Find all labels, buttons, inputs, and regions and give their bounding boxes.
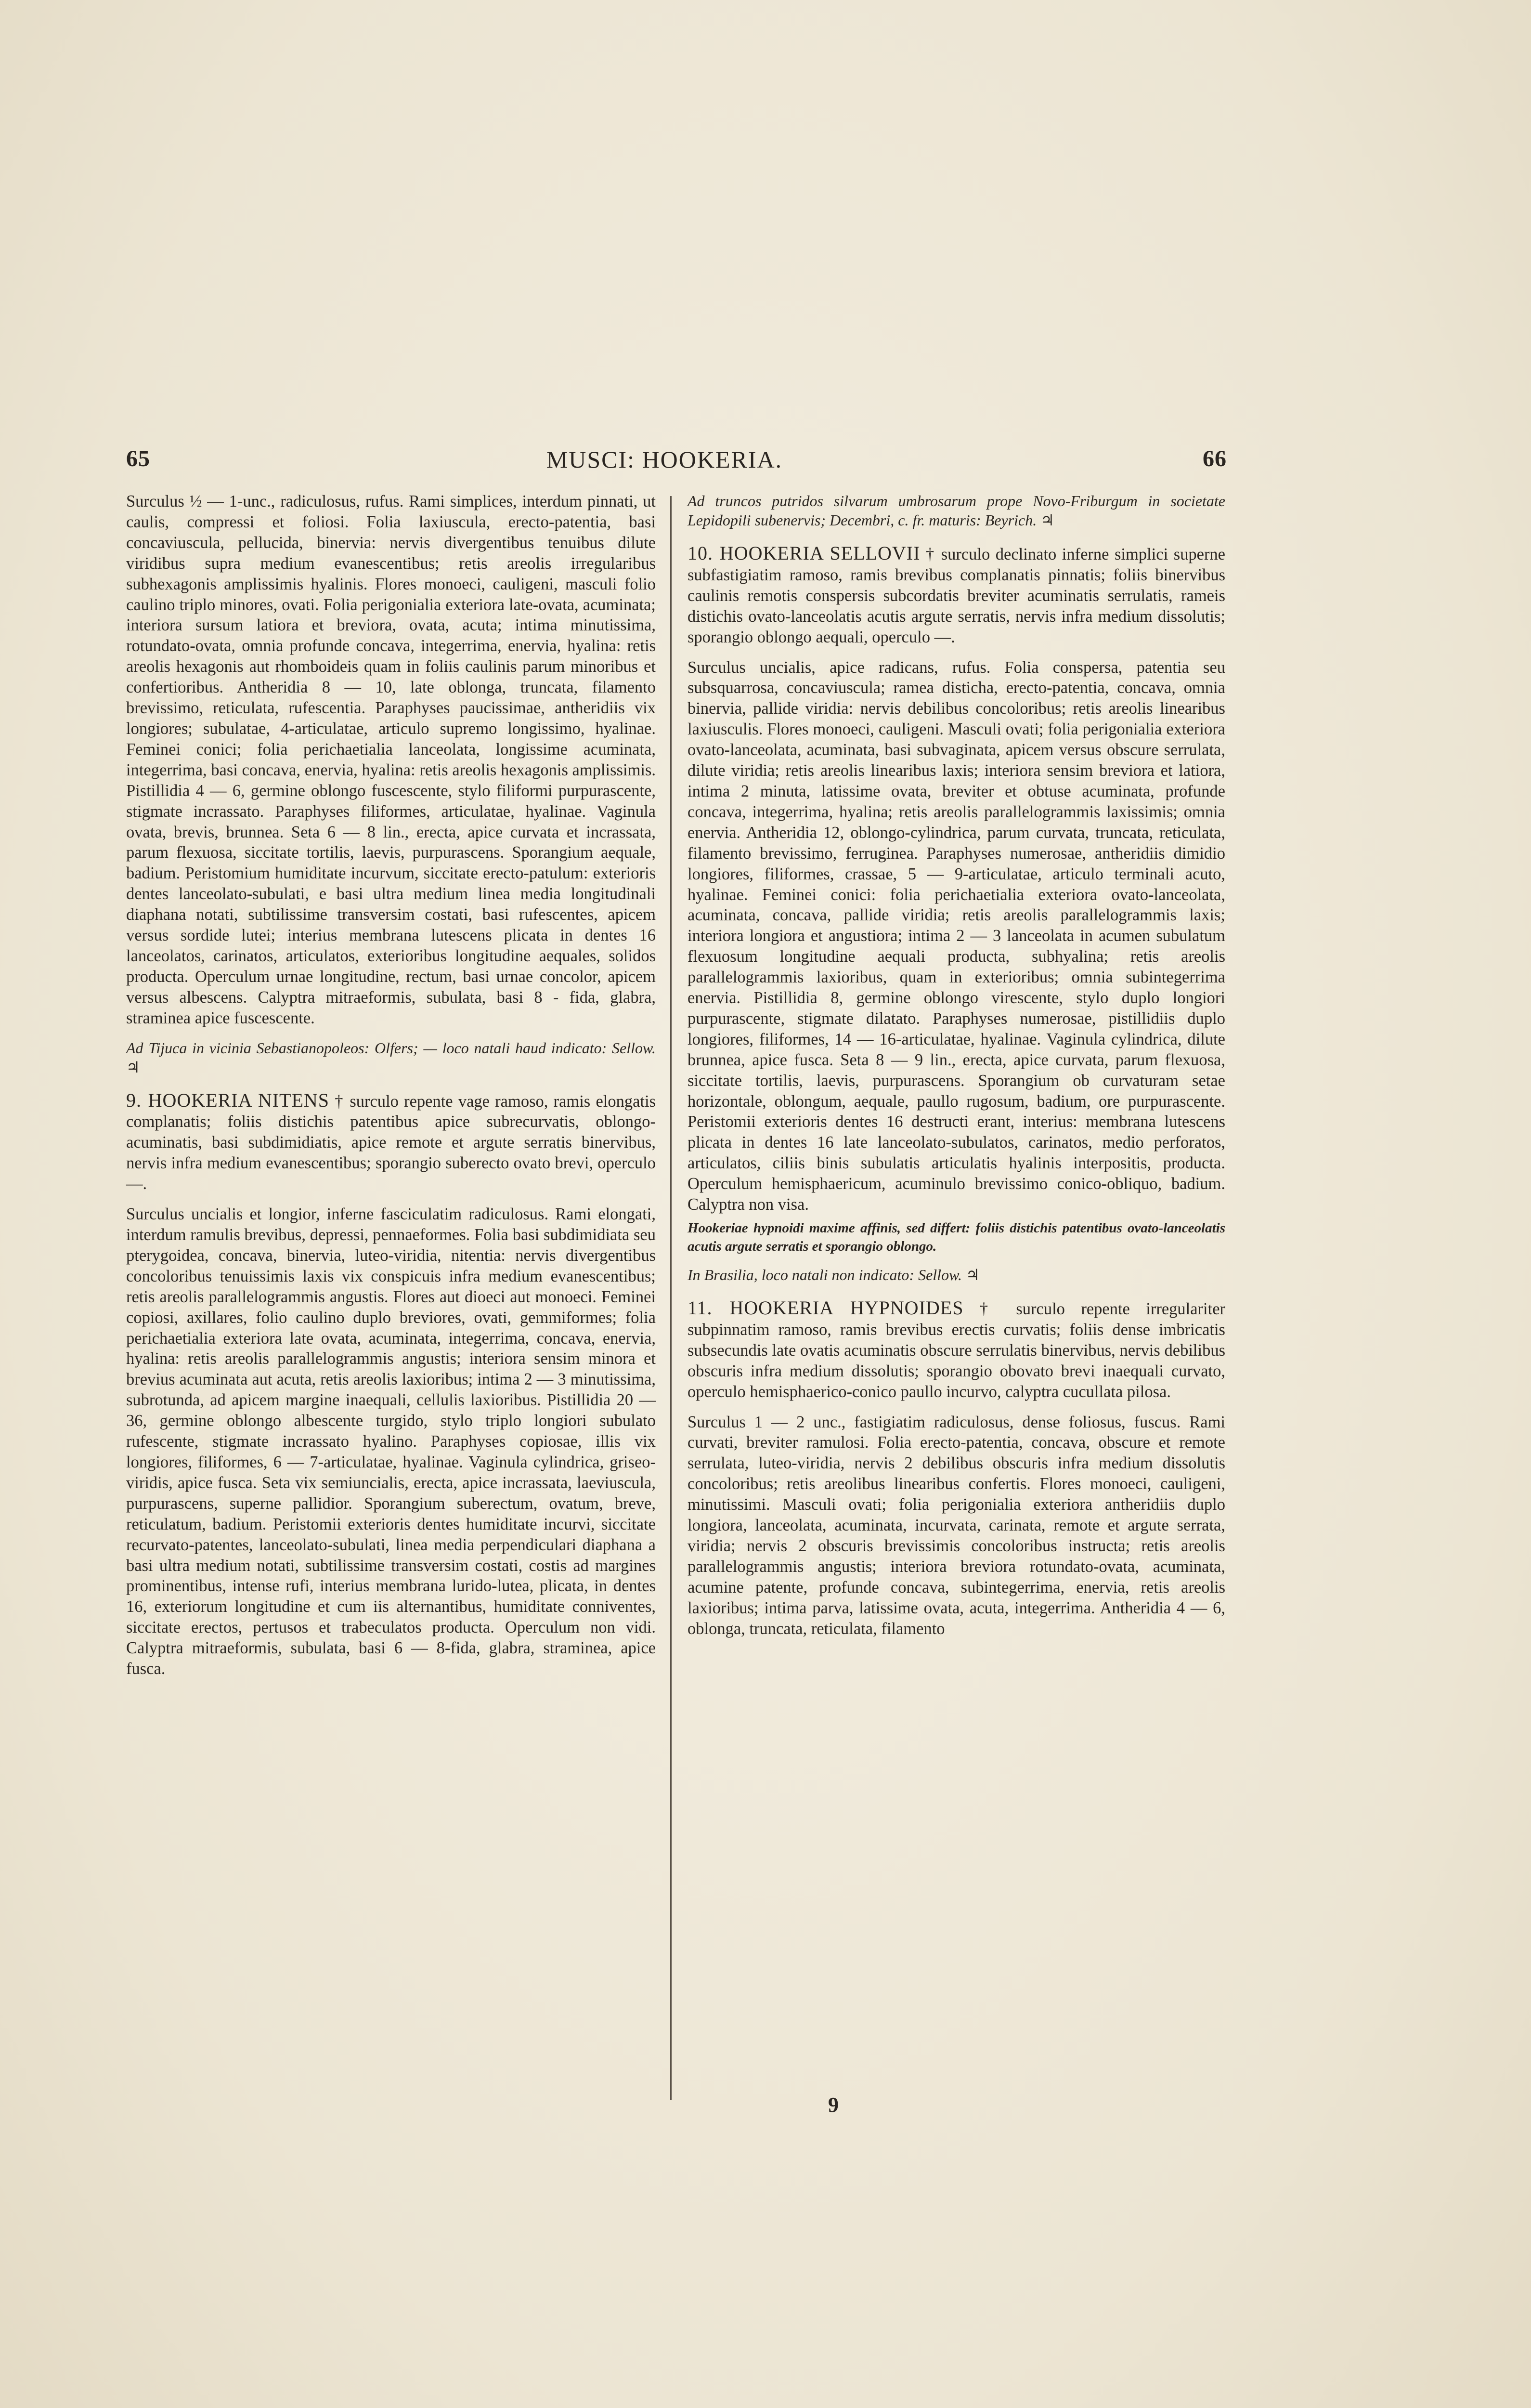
right-column: [688, 491, 1225, 1639]
species-9-description: Surculus uncialis et longior, inferne fasciculatim radiculosus. Rami elongati, interdum ramulis brevibus, depressi, pennaeformes. Folia basi subdimidiata seu pterygoidea, concava, binervia, luteo-viridia, nitentia: nervis divergentibus concoloribus tenuissimis laxis vix conspicuis infra medium evanescentibus; retis areolis parallelogrammis angustis. Flores aut dioeci aut monoeci. Feminei copiosi, axillares, folio caulino duplo breviores, ovati, gemmiformes; folia perichaetialia exteriora late ovata, acuminata, integerrima, concava, enervia, hyalina: retis areolis parallelogrammis angustis; interiora sensim minora et brevius acuminata aut acuta, retis areolis laxioribus; intima 2 — 3 minutissima, subrotunda, ad apicem margine inaequali, cellulis laxioribus. Pistillidia 20 — 36, germine oblongo albescente turgido, stylo triplo longiori subulato rufescente, stigmate incrassato hyalino. Paraphyses copiosae, illis vix longiores, filiformes, 6 — 7-articulatae, hyalinae. Vaginula cylindrica, griseo-viridis, apice fusca. Seta vix semiuncialis, erecta, apice incrassata, laeviuscula, purpurascens, superne pallidior. Sporangium suberectum, ovatum, breve, reticulatum, badium. Peristomii exterioris dentes humiditate incurvi, siccitate recurvato-patentes, lanceolato-subulati, linea media perpendiculari diaphana a basi ultra medium notati, subtilissime transversim costati, costis ad margines prominentibus, intense rufi, interius membrana lurido-lutea, plicata, in dentes 16, exteriorum longitudine et cum iis alternantibus, humiditate conniventes, siccitate erectos, pertusos et trabeculatos producta. Operculum non vidi. Calyptra mitraeformis, subulata, basi 6 — 8-fida, glabra, straminea, apice fusca.: [126, 1205, 656, 1678]
column-divider: [670, 496, 672, 2100]
species-8-locality: Ad Tijuca in vicinia Sebastianopoleos: Olfers; — loco natali haud indicato: Sellow. ♃: [126, 1039, 656, 1076]
species-8-description: Surculus ½ — 1-unc., radiculosus, rufus. Rami simplices, interdum pinnati, ut caulis, compressi et foliosi. Folia laxiuscula, erecto-patentia, basi concaviuscula, pellucida, binervia: nervis divergentibus tenuibus dilute viridibus supra medium evanescentibus; retis areolis irregularibus subhexagonis amplissimis hyalinis. Flores monoeci, cauligeni, masculi folio caulino triplo minores, ovati. Folia perigonialia exteriora late-ovata, acuminata; interiora sursum latiora et breviora, ovata, acuta; intima minutissima, rotundato-ovata, omnia profunde concava, integerrima, enervia, hyalina: retis areolis hexagonis aut rhomboideis quam in foliis caulinis parum minoribus et confertioribus. Antheridia 8 — 10, late oblonga, truncata, filamento brevissimo, reticulata, rufescentia. Paraphyses paucissimae, antheridiis vix longiores; subulatae, 4-articulatae, articulo supremo longissimo, hyalinae. Feminei conici; folia perichaetialia lanceolata, longissime acuminata, integerrima, basi concava, enervia, hyalina: retis areolis hexagonis amplissimis. Pistillidia 4 — 6, germine oblongo fuscescente, stylo filiformi purpurascente, stigmate incrassato. Paraphyses filiformes, articulatae, hyalinae. Vaginula ovata, brevis, brunnea. Seta 6 — 8 lin., erecta, apice curvata et incrassata, parum flexuosa, siccitate tortilis, laevis, purpurascens. Sporangium aequale, badium. Peristomium humiditate incurvum, siccitate erecto-patulum: exterioris dentes lanceolato-subulati, e basi ultra medium linea media longitudinali diaphana notati, subtilissime transversim costati, basi rufescentes, apicem versus sordide lutei; interius membrana lutescens plicata in dentes 16 lanceolatos, carinatos, articulatos, exterioribus longitudine aequales, solidos producta. Operculum urnae longitudine, rectum, basi urnae concolor, apicem versus albescens. Calyptra mitraeformis, subulata, basi 8 - fida, glabra, straminea apice fuscescente.: [126, 492, 656, 1027]
species-9-heading: [126, 1090, 656, 1195]
left-column: [126, 491, 656, 1679]
running-title: MUSCI: HOOKERIA.: [546, 446, 783, 473]
species-10-heading: [688, 543, 1225, 648]
species-9-locality: Ad truncos putridos silvarum umbrosarum prope Novo-Friburgum in societate Lepidopili subenervis; Decembri, c. fr. maturis: Beyrich. ♃: [688, 492, 1225, 529]
species-10-title: 10. HOOKERIA SELLOVII: [688, 542, 921, 564]
species-10-description: Surculus uncialis, apice radicans, rufus. Folia conspersa, patentia seu subsquarrosa, concaviuscula; ramea disticha, erecto-patentia, concava, omnia binervia, pallide viridia: nervis debilibus concoloribus; retis areolis linearibus laxiusculis. Flores monoeci, cauligeni. Masculi ovati; folia perigonialia exteriora ovato-lanceolata, acuminata, basi subvaginata, apicem versus obscure serrulata, dilute viridia; retis areolis linearibus laxis; interiora sensim breviora et latiora, intima 2 minuta, latissime ovata, breviter et obtuse acuminata, profunde concava, integerrima, hyalina; retis areolis parallelogrammis laxissimis; omnia enervia. Antheridia 12, oblongo-cylindrica, parum curvata, truncata, reticulata, filamento brevissimo, ferruginea. Paraphyses numerosae, antheridiis dimidio longiores, filiformes, crassae, 5 — 9-articulatae, articulo terminali acuto, hyalinae. Feminei conici: folia perichaetialia exteriora ovato-lanceolata, acuminata, concava, pallide viridia; retis areolis parallelogrammis laxis; interiora longiora et angustiora; intima 2 — 3 lanceolata in acumen subulatum flexuosum longitudine aequali producta, subhyalina; retis areolis parallelogrammis laxioribus, quam in exterioribus; omnia subintegerrima enervia. Pistillidia 8, germine oblongo virescente, stylo duplo longiori purpurascente, stigmate dilatato. Paraphyses numerosae, pistillidiis duplo longiores, filiformes, 14 — 16-articulatae, hyalinae. Vaginula cylindrica, dilute brunnea, apice fusca. Seta 8 — 9 lin., erecta, apice curvata, parum flexuosa, siccitate tortilis, laevis, purpurascens. Sporangium ob curvaturam setae horizontale, oblongum, aequale, paullo rugosum, badium, ore purpurascente. Peristomii exterioris dentes 16 destructi erant, interius: membrana lutescens plicata in dentes 16 late lanceolato-subulatos, carinatos, medio perforatos, articulatos, ciliis binis subulatis articulatis hyalinis interpositis, producta. Operculum hemisphaericum, acuminulo brevissimo conico-obliquo, badium. Calyptra non visa.: [688, 658, 1225, 1214]
species-9-diagnosis: † surculo repente vage ramoso, ramis elongatis complanatis; foliis distichis patentibus apice subrecurvatis, oblongo-acuminatis, basi subdimidiatis, apice remote et argute serratis binervibus, nervis infra medium evanescentibus; sporangio suberecto ovato brevi, operculo —.: [126, 1092, 656, 1193]
species-11-description: Surculus 1 — 2 unc., fastigiatim radiculosus, dense foliosus, fuscus. Rami curvati, breviter ramulosi. Folia erecto-patentia, concava, obscure et remote serrulata, luteo-viridia, nervis 2 debilibus obscuris infra medium dissolutis concoloribus; retis areolibus linearibus confertis. Flores monoeci, cauligeni, minutissimi. Masculi ovati; folia perigonialia exteriora antheridiis duplo longiora, lanceolata, acuminata, incurvata, carinata, remote et argute serrata, viridia; nervis 2 obscuris brevissimis concoloribus instructa; retis areolis parallelogrammis angustis; interiora breviora rotundato-ovata, acuminata, acumine patente, profunde concava, subintegerrima, enervia, retis areolis laxioribus; intima parva, latissime ovata, acuta, integerrima. Antheridia 4 — 6, oblonga, truncata, reticulata, filamento: [688, 1413, 1225, 1638]
page-number-left: 65: [126, 446, 150, 471]
species-11-heading: [688, 1298, 1225, 1402]
signature-mark: 9: [828, 2093, 839, 2117]
page-number-right: 66: [1203, 446, 1227, 471]
species-9-title: 9. HOOKERIA NITENS: [126, 1089, 330, 1111]
species-10-diagnosis: † surculo declinato inferne simplici superne subfastigiatim ramoso, ramis brevibus complanatis pinnatis; foliis binervibus caulinis remotis conspersis subcordatis breviter acuminatis serrulatis, rameis distichis ovato-lanceolatis acutis argute serratis, nervis infra medium dissolutis; sporangio oblongo aequali, operculo —.: [688, 545, 1225, 646]
species-10-note: Hookeriae hypnoidi maxime affinis, sed differt: foliis distichis patentibus ovato-lanceolatis acutis argute serratis et sporangio oblongo.: [688, 1220, 1225, 1254]
species-10-locality: In Brasilia, loco natali non indicato: Sellow. ♃: [688, 1266, 980, 1283]
species-11-diagnosis: † surculo repente irregulariter subpinnatim ramoso, ramis brevibus erectis curvatis; foliis dense imbricatis subsecundis late ovatis acuminatis obscure serrulatis binervibus, nervis debilibus obscuris infra medium dissolutis; sporangio obovato brevi inaequali curvato, operculo hemisphaerico-conico paullo incurvo, calyptra cucullata pilosa.: [688, 1300, 1225, 1401]
species-11-title: 11. HOOKERIA HYPNOIDES: [688, 1297, 964, 1319]
